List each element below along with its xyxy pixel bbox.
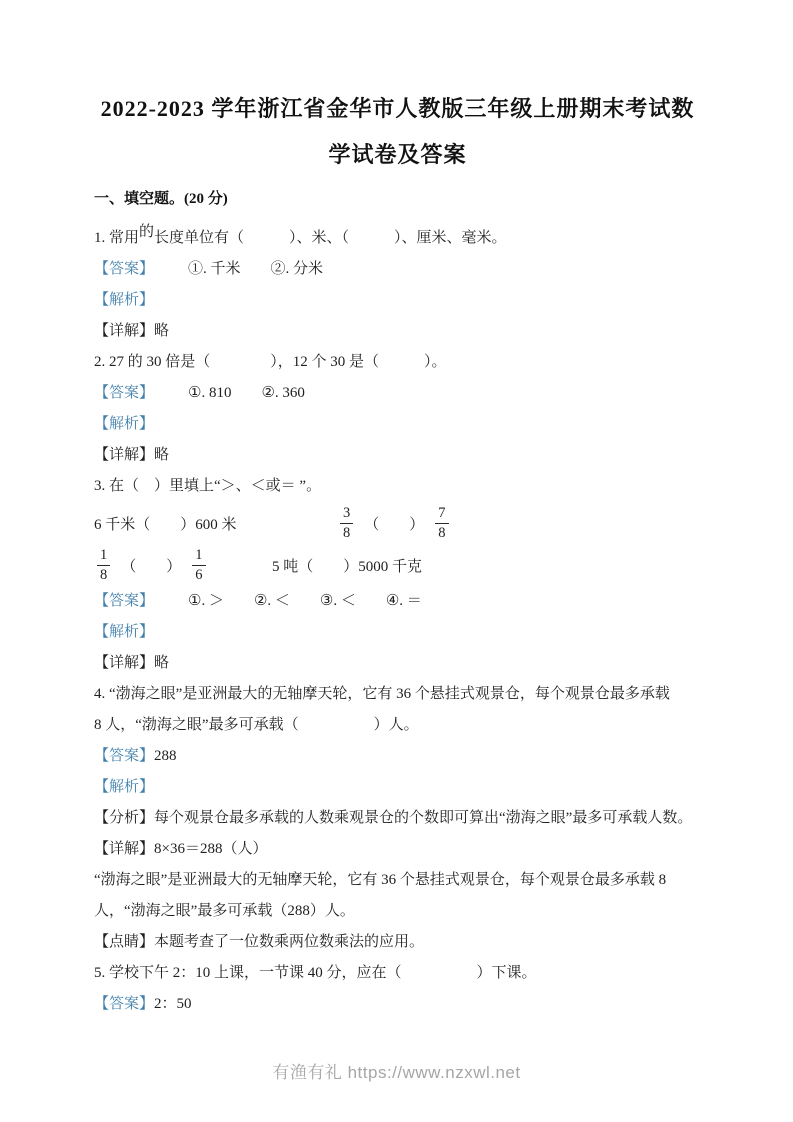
watermark-footer: 有渔有礼 https://www.nzxwl.net (272, 1063, 521, 1082)
page-title (94, 86, 701, 178)
question-5-text: 5. 学校下午 2：10 上课，一节课 40 分，应在（ ）下课。 (94, 965, 537, 981)
q4-detail2-line1: “渤海之眼”是亚洲最大的无轴摩天轮，它有 36 个悬挂式观景仓，每个观景仓最多承载 8 (94, 872, 667, 888)
detail-label: 【详解】 (94, 323, 155, 339)
q1-superscript-char: 的 (139, 224, 155, 240)
fraction-3-8 (340, 505, 353, 541)
q1-analysis-row (94, 285, 701, 316)
q3-answer-value: ①. ＞ ②. ＜ ③. ＜ ④. ＝ (188, 593, 422, 609)
fraction-1-8 (97, 547, 110, 583)
q2-detail-value: 略 (154, 447, 170, 463)
question-4-text-line1: 4. “渤海之眼”是亚洲最大的无轴摩天轮，它有 36 个悬挂式观景仓，每个观景仓最多承载 (94, 686, 670, 702)
fraction-numerator: 1 (192, 547, 205, 566)
analysis-label: 【解析】 (94, 416, 155, 432)
fraction-numerator: 7 (435, 505, 448, 524)
q4-detail-value: 8×36＝288（人） (154, 841, 268, 857)
q1-detail-value: 略 (154, 323, 170, 339)
q4-fenxi-row (94, 803, 701, 834)
q3-analysis-row (94, 617, 701, 648)
fraction-1-6 (192, 547, 205, 583)
q3-row1-blank-bracket: （ ） (364, 516, 425, 533)
fraction-denominator: 8 (100, 566, 108, 583)
q3-answer-row (94, 586, 701, 617)
q3-row2-blank-bracket: （ ） (121, 558, 182, 575)
fraction-numerator: 1 (97, 547, 110, 566)
q5-answer-value: 2：50 (154, 996, 192, 1012)
fraction-denominator: 8 (343, 524, 351, 541)
answer-label: 【答案】 (94, 593, 155, 609)
q2-answer-row (94, 378, 701, 409)
q4-note-value: 本题考查了一位数乘两位数乘法的应用。 (154, 934, 425, 950)
fraction-7-8 (435, 505, 448, 541)
section-heading-fill-blanks: 一、填空题。(20 分) (94, 191, 228, 207)
q1-answer-value: ①. 千米 ②. 分米 (188, 261, 324, 277)
detail-label: 【详解】 (94, 655, 155, 671)
q1-prefix: 1. 常用 (94, 230, 140, 246)
page-title-line1: 2022-2023 学年浙江省金华市人教版三年级上册期末考试数 (100, 96, 695, 121)
q1-detail-row (94, 316, 701, 347)
q1-rest: 长度单位有（ ）、米、（ ）、厘米、毫米。 (154, 230, 507, 246)
q5-answer-row (94, 989, 701, 1020)
question-4-text-line2: 8 人，“渤海之眼”最多可承载（ ）人。 (94, 717, 419, 733)
q4-detail2-line2: 人，“渤海之眼”最多可承载（288）人。 (94, 903, 355, 919)
answer-label: 【答案】 (94, 261, 155, 277)
q3-detail-value: 略 (154, 655, 170, 671)
question-3-text: 3. 在（ ）里填上“＞、＜或＝ ”。 (94, 478, 322, 494)
answer-label: 【答案】 (94, 748, 155, 764)
dianjing-label: 【点睛】 (94, 934, 155, 950)
q4-analysis-row (94, 772, 701, 803)
fraction-denominator: 6 (195, 566, 203, 583)
q1-answer-row (94, 254, 701, 285)
answer-label: 【答案】 (94, 996, 155, 1012)
q4-detail-row (94, 834, 701, 865)
q3-item-fraction-vs-fraction (94, 547, 272, 583)
q2-answer-value: ①. 810 ②. 360 (188, 385, 305, 401)
detail-label: 【详解】 (94, 841, 155, 857)
fraction-numerator: 3 (340, 505, 353, 524)
q3-compare-row-1 (94, 502, 701, 544)
fenxi-label: 【分析】 (94, 810, 155, 826)
q2-detail-row (94, 440, 701, 471)
detail-label: 【详解】 (94, 447, 155, 463)
q4-fenxi-value: 每个观景仓最多承载的人数乘观景仓的个数即可算出“渤海之眼”最多可承载人数。 (154, 810, 693, 826)
page-title-line2: 学试卷及答案 (328, 142, 467, 167)
q3-item-ton-vs-kg: 5 吨（ ）5000 千克 (272, 558, 423, 575)
answer-label: 【答案】 (94, 385, 155, 401)
question-1-text (94, 223, 701, 254)
analysis-label: 【解析】 (94, 292, 155, 308)
q2-analysis-row (94, 409, 701, 440)
q3-item-km-vs-m: 6 千米（ ）600 米 (94, 516, 237, 533)
analysis-label: 【解析】 (94, 624, 155, 640)
q4-note-row (94, 927, 701, 958)
analysis-label: 【解析】 (94, 779, 155, 795)
q4-answer-row (94, 741, 701, 772)
question-2-text: 2. 27 的 30 倍是（ ），12 个 30 是（ ）。 (94, 354, 447, 370)
q3-detail-row (94, 648, 701, 679)
q3-compare-row-2 (94, 544, 701, 586)
q4-answer-value: 288 (154, 748, 177, 764)
fraction-denominator: 8 (438, 524, 446, 541)
